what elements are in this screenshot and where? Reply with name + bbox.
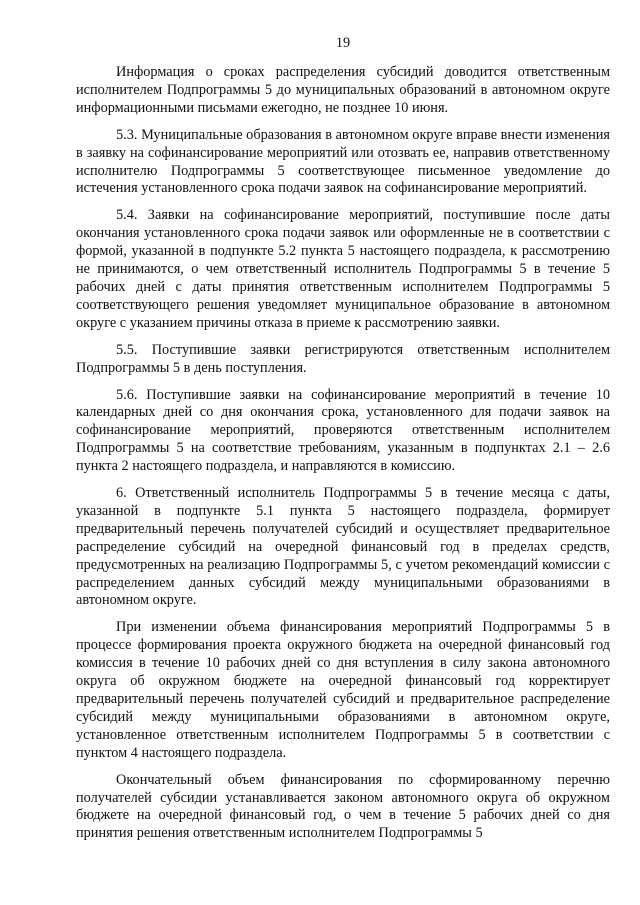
paragraph-5-4: 5.4. Заявки на софинансирование мероприятий, поступившие после даты окончания установленного срока подачи заявок или оформленные не в соответствии с формой, указанной в подпункте 5.2 пункта 5 настоящего подраздела, к рассмотрению не принимаются, о чем ответственный исполнитель Подпрограммы 5 в течение 5 рабочих дней с даты принятия ответственным исполнителем Подпрограммы 5 соответствующего решения уведомляет муниципальное образование в автономном округе с указанием причины отказа в приеме к рассмотрению заявки. — [76, 207, 610, 331]
paragraph-funding-change: При изменении объема финансирования мероприятий Подпрограммы 5 в процессе формирования проекта окружного бюджета на очередной финансовый год комиссия в течение 10 рабочих дней со дня вступления в силу закона автономного округа об окружном бюджете на очередной финансовый год корректирует предварительный перечень получателей субсидий и предварительное распределение субсидий между муниципальными образованиями в автономном округе, установленное ответственным исполнителем Подпрограммы 5 в соответствии с пунктом 4 настоящего подраздела. — [76, 619, 610, 761]
paragraph-6: 6. Ответственный исполнитель Подпрограммы 5 в течение месяца с даты, указанной в подпункте 5.1 пункта 5 настоящего подраздела, формирует предварительный перечень получателей субсидий и осуществляет предварительное распределение субсидий на очередной финансовый год в пределах средств, предусмотренных на реализацию Подпрограммы 5, с учетом рекомендаций комиссии с распределением данных субсидий между муниципальными образованиями в автономном округе. — [76, 485, 610, 609]
paragraph-5-6: 5.6. Поступившие заявки на софинансирование мероприятий в течение 10 календарных дней со дня окончания срока, установленного для подачи заявок на софинансирование мероприятий, проверяются ответственным исполнителем Подпрограммы 5 на соответствие требованиям, указанным в подпунктах 2.1 – 2.6 пункта 2 настоящего подраздела, и направляются в комиссию. — [76, 386, 610, 475]
document-page — [76, 34, 610, 852]
page-number: 19 — [335, 35, 351, 51]
paragraph-5-3: 5.3. Муниципальные образования в автономном округе вправе внести изменения в заявку на софинансирование мероприятий или отозвать ее, направив ответственному исполнителю Подпрограммы 5 соответствующее письменное уведомление до истечения установленного срока подачи заявок на софинансирование мероприятий. — [76, 126, 610, 197]
paragraph-5-5: 5.5. Поступившие заявки регистрируются ответственным исполнителем Подпрограммы 5 в день поступления. — [76, 341, 610, 376]
paragraph-final-funding: Окончательный объем финансирования по сформированному перечню получателей субсидии устанавливается законом автономного округа об окружном бюджете на очередной финансовый год, о чем в течение 5 рабочих дней со дня принятия решения ответственным исполнителем Подпрограммы 5 — [76, 771, 610, 842]
paragraph-subsidy-info: Информация о сроках распределения субсидий доводится ответственным исполнителем Подпрограммы 5 до муниципальных образований в автономном округе информационными письмами ежегодно, не позднее 10 июня. — [76, 64, 610, 116]
